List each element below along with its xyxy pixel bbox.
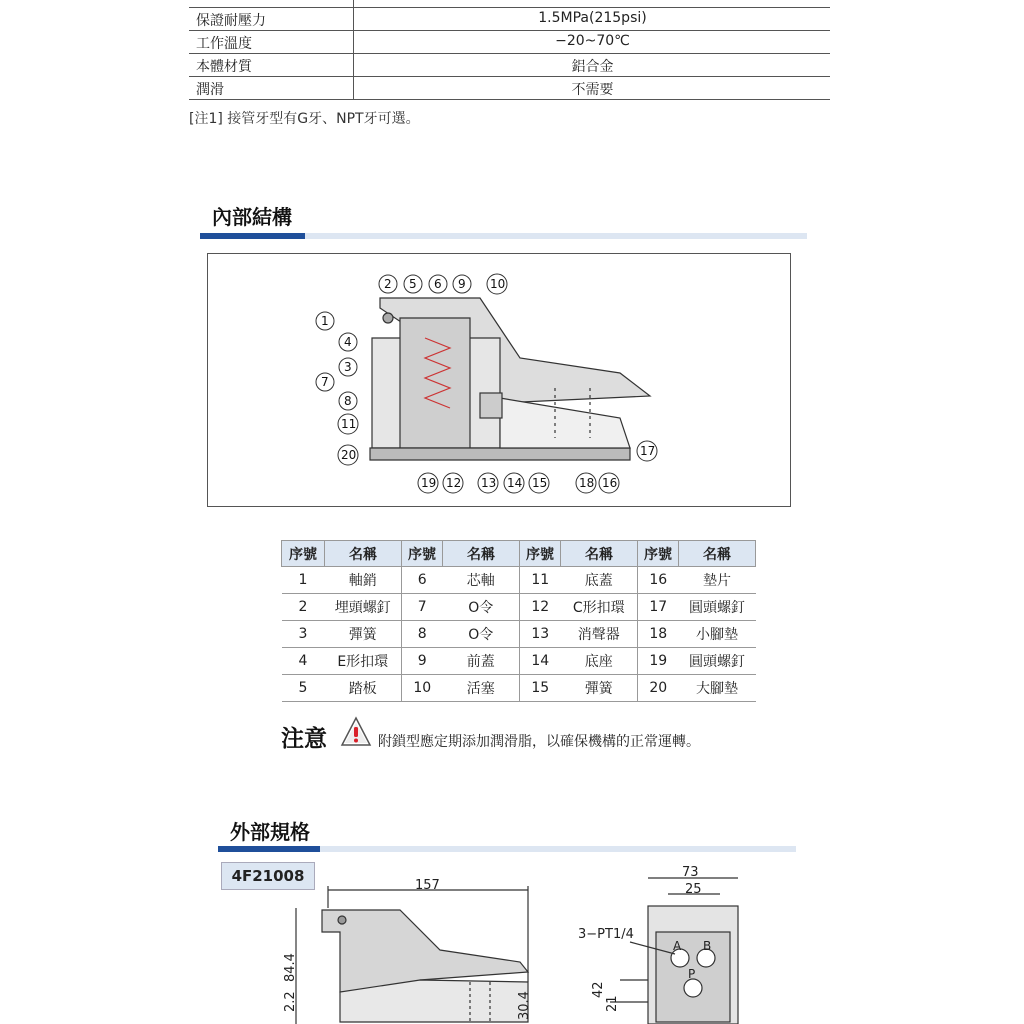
spec-value: 鋁合金 xyxy=(571,59,614,75)
section-bar xyxy=(320,846,796,852)
caution-text: 附鎖型應定期添加潤滑脂，以確保機構的正常運轉。 xyxy=(378,734,700,750)
internal-cross-section-diagram xyxy=(300,268,670,498)
part-no: 18 xyxy=(638,621,679,648)
table-row xyxy=(282,675,756,702)
part-name: E形扣環 xyxy=(325,648,402,675)
callout-5 xyxy=(404,275,422,293)
callout-10 xyxy=(487,274,507,294)
part-no: 10 xyxy=(402,675,443,702)
svg-text:19: 19 xyxy=(421,476,437,490)
table-row xyxy=(282,567,756,594)
port-b-label: B xyxy=(703,939,712,953)
callout-2 xyxy=(379,275,397,293)
svg-text:5: 5 xyxy=(409,277,417,291)
svg-text:3: 3 xyxy=(344,360,352,374)
svg-text:10: 10 xyxy=(490,277,506,291)
parts-header-row xyxy=(282,541,756,567)
svg-text:11: 11 xyxy=(341,417,357,431)
dim-length: 157 xyxy=(415,878,440,893)
section-bar-accent xyxy=(200,233,305,239)
svg-text:18: 18 xyxy=(579,476,595,490)
callout-18 xyxy=(576,473,596,493)
svg-text:14: 14 xyxy=(507,476,523,490)
spec-row xyxy=(189,30,830,54)
callout-9 xyxy=(453,275,471,293)
svg-text:20: 20 xyxy=(341,448,357,462)
spec-value: 1.5MPa(215psi) xyxy=(538,10,647,26)
svg-text:12: 12 xyxy=(446,476,462,490)
part-name: 小腳墊 xyxy=(679,621,756,648)
spec-row xyxy=(189,76,830,100)
part-no: 1 xyxy=(282,567,325,594)
part-no: 4 xyxy=(282,648,325,675)
part-name: 彈簧 xyxy=(561,675,638,702)
part-no: 5 xyxy=(282,675,325,702)
part-no: 2 xyxy=(282,594,325,621)
svg-text:8: 8 xyxy=(344,394,352,408)
part-no: 6 xyxy=(402,567,443,594)
part-name: O令 xyxy=(443,621,520,648)
part-no: 7 xyxy=(402,594,443,621)
part-name: 彈簧 xyxy=(325,621,402,648)
part-no: 15 xyxy=(520,675,561,702)
col-header: 序號 xyxy=(520,541,561,567)
table-row xyxy=(282,648,756,675)
dim-right-height: 30.4 xyxy=(517,991,532,1020)
port-p-label: P xyxy=(688,967,696,981)
callout-16 xyxy=(599,473,619,493)
callout-8 xyxy=(339,392,357,410)
svg-text:17: 17 xyxy=(640,444,656,458)
part-no: 13 xyxy=(520,621,561,648)
callout-17 xyxy=(637,441,657,461)
dim-port-height-1: 42 xyxy=(591,981,606,998)
part-name: 底蓋 xyxy=(561,567,638,594)
part-name: 圓頭螺釘 xyxy=(679,594,756,621)
part-no: 12 xyxy=(520,594,561,621)
svg-text:4: 4 xyxy=(344,335,352,349)
part-no: 3 xyxy=(282,621,325,648)
part-name: 圓頭螺釘 xyxy=(679,648,756,675)
svg-text:7: 7 xyxy=(321,375,329,389)
callout-13 xyxy=(478,473,498,493)
part-name: 踏板 xyxy=(325,675,402,702)
part-name: 大腳墊 xyxy=(679,675,756,702)
external-title: 外部規格 xyxy=(230,820,310,844)
part-no: 16 xyxy=(638,567,679,594)
svg-text:1: 1 xyxy=(321,314,329,328)
part-name: 消聲器 xyxy=(561,621,638,648)
spec-label: 潤滑 xyxy=(196,82,224,98)
col-header: 序號 xyxy=(638,541,679,567)
svg-text:13: 13 xyxy=(481,476,497,490)
caution-label: 注意 xyxy=(281,726,327,752)
dim-port-height-2: 21 xyxy=(605,995,620,1012)
callout-20 xyxy=(338,445,358,465)
part-name: 活塞 xyxy=(443,675,520,702)
part-no: 19 xyxy=(638,648,679,675)
dim-width: 73 xyxy=(682,865,699,880)
callout-12 xyxy=(443,473,463,493)
part-name: O令 xyxy=(443,594,520,621)
dim-port-pitch: 25 xyxy=(685,882,702,897)
col-header: 名稱 xyxy=(561,541,638,567)
spec-row xyxy=(189,7,830,31)
part-name: 墊片 xyxy=(679,567,756,594)
callout-14 xyxy=(504,473,524,493)
dim-small-height: 2.2 xyxy=(283,991,298,1012)
svg-text:2: 2 xyxy=(384,277,392,291)
external-front-view xyxy=(570,862,760,1024)
parts-table xyxy=(281,540,756,702)
port-a-label: A xyxy=(673,939,682,953)
spec-label: 工作溫度 xyxy=(196,36,252,52)
callout-4 xyxy=(339,333,357,351)
spec-note: [注1] 接管牙型有G牙、NPT牙可選。 xyxy=(189,111,420,127)
col-header: 名稱 xyxy=(443,541,520,567)
col-header: 序號 xyxy=(282,541,325,567)
part-no: 17 xyxy=(638,594,679,621)
part-no: 8 xyxy=(402,621,443,648)
warning-triangle-icon xyxy=(340,716,372,748)
section-bar-accent xyxy=(218,846,320,852)
callout-6 xyxy=(429,275,447,293)
callout-1 xyxy=(316,312,334,330)
part-name: 芯軸 xyxy=(443,567,520,594)
svg-text:6: 6 xyxy=(434,277,442,291)
svg-text:15: 15 xyxy=(532,476,548,490)
part-no: 14 xyxy=(520,648,561,675)
spec-label: 保證耐壓力 xyxy=(196,13,266,29)
callout-11 xyxy=(338,414,358,434)
callout-3 xyxy=(339,358,357,376)
section-bar xyxy=(305,233,807,239)
svg-text:9: 9 xyxy=(458,277,466,291)
part-no: 9 xyxy=(402,648,443,675)
part-no: 11 xyxy=(520,567,561,594)
callout-19 xyxy=(418,473,438,493)
col-header: 名稱 xyxy=(679,541,756,567)
part-no: 20 xyxy=(638,675,679,702)
part-name: 軸銷 xyxy=(325,567,402,594)
spec-row xyxy=(189,53,830,77)
spec-label: 本體材質 xyxy=(196,59,252,75)
col-header: 名稱 xyxy=(325,541,402,567)
table-row xyxy=(282,621,756,648)
internal-title: 內部結構 xyxy=(212,205,292,229)
port-label: 3−PT1/4 xyxy=(578,927,634,942)
spec-table xyxy=(189,0,830,100)
part-name: C形扣環 xyxy=(561,594,638,621)
table-row xyxy=(282,594,756,621)
part-name: 底座 xyxy=(561,648,638,675)
part-name: 埋頭螺釘 xyxy=(325,594,402,621)
svg-text:16: 16 xyxy=(602,476,618,490)
col-header: 序號 xyxy=(402,541,443,567)
external-side-view xyxy=(280,872,550,1024)
part-name: 前蓋 xyxy=(443,648,520,675)
callout-15 xyxy=(529,473,549,493)
dim-height: 84.4 xyxy=(283,953,298,982)
callout-7 xyxy=(316,373,334,391)
model-tag: 4F21008 xyxy=(221,862,315,890)
spec-value: −20~70℃ xyxy=(555,33,630,49)
spec-value: 不需要 xyxy=(571,82,614,98)
